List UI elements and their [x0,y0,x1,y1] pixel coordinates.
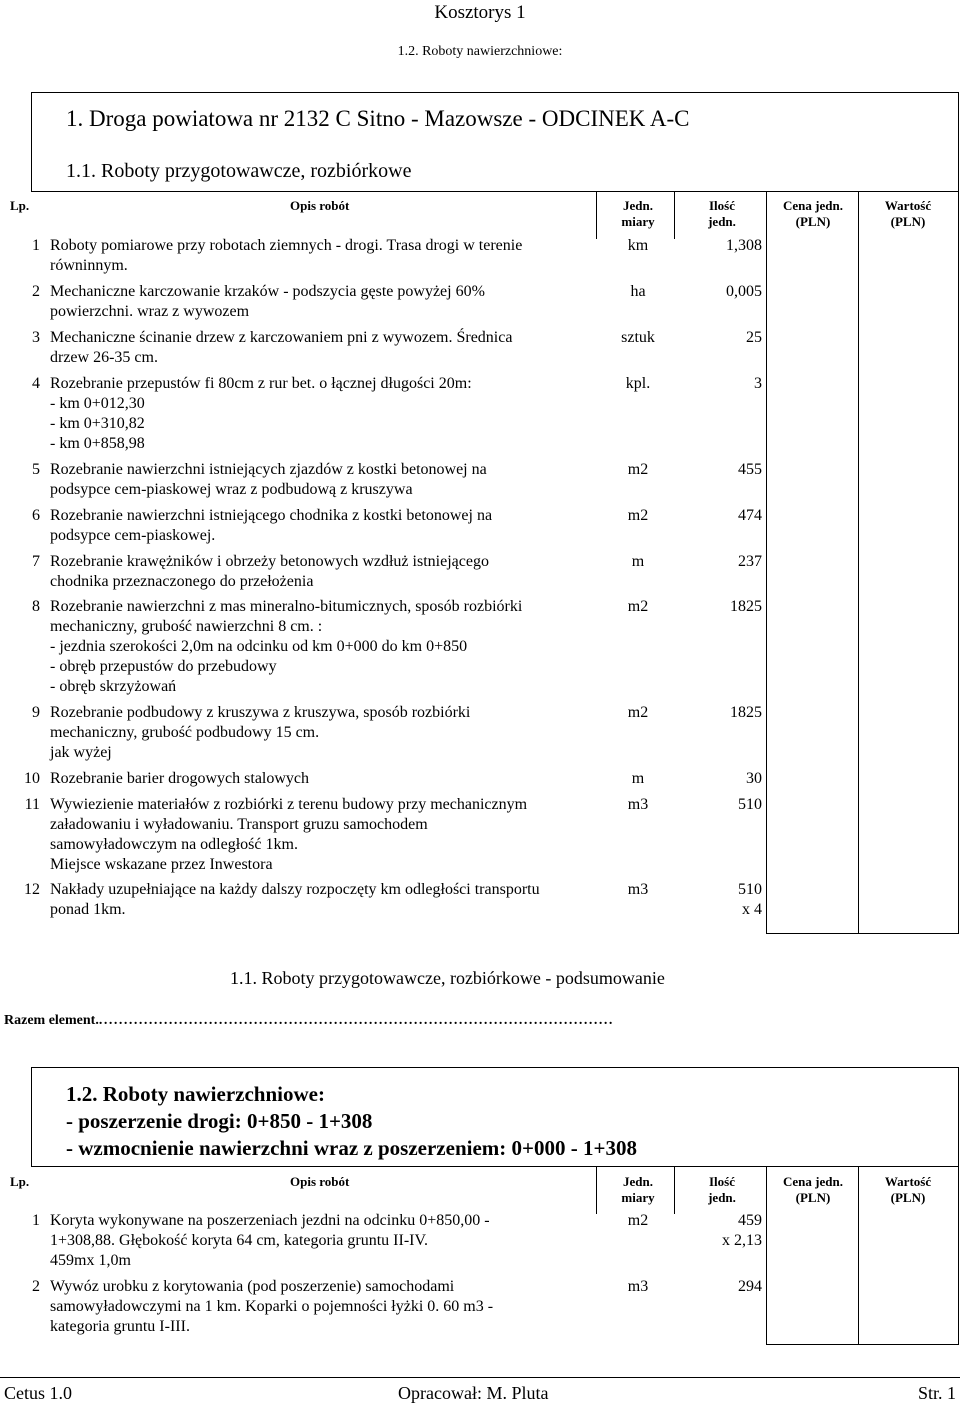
summary-title: 1.1. Roboty przygotowawcze, rozbiórkowe - podsumowanie [230,968,665,988]
footer-right: Str. 1 [917,1383,956,1403]
row-quantity: 455 [738,461,762,478]
row-unit: m2 [627,461,649,478]
footer-center: Opracował: M. Pluta [398,1383,549,1403]
row-description: Rozebranie nawierzchni istniejących zjazdów z kostki betonowej na podsypce cem-piaskowej wraz z podbudową z kruszywa [50,461,487,498]
section1-subtitle: 1.1. Roboty przygotowawcze, rozbiórkowe [66,160,412,182]
row-quantity: 474 [738,507,762,524]
row-description: Rozebranie nawierzchni istniejącego chodnika z kostki betonowej na podsypce cem-piaskowej. [50,507,493,544]
document-title: Kosztorys 1 [434,2,526,23]
row-quantity: 1825 [730,598,762,615]
row-quantity: 25 [746,329,762,346]
row-unit: km [627,237,649,254]
row-number: 8 [32,598,40,615]
header-ilosc: Ilość jedn. [708,1174,736,1205]
row-description: Koryta wykonywane na poszerzeniach jezdni na odcinku 0+850,00 - 1+308,88. Głębokość koryta 64 cm, kategoria gruntu II-IV. 459mx 1,0m [50,1212,490,1269]
row-description: Nakłady uzupełniające na każdy dalszy rozpoczęty km odległości transportu ponad 1km. [50,881,540,918]
row-number: 1 [32,237,40,254]
header-opis: Opis robót [290,198,350,213]
row-unit: sztuk [621,329,655,346]
row-quantity: 237 [738,553,762,570]
row-unit: m2 [627,507,649,524]
row-description: Roboty pomiarowe przy robotach ziemnych - drogi. Trasa drogi w terenie równinnym. [50,237,523,274]
row-description: Wywóz urobku z korytowania (pod poszerzenie) samochodami samowyładowczymi na 1 km. Koparki o pojemności łyżki 0. 60 m3 - kategoria gruntu I-III. [50,1278,494,1335]
row-number: 6 [32,507,40,524]
section1-title: 1. Droga powiatowa nr 2132 C Sitno - Mazowsze - ODCINEK A-C [66,106,690,131]
row-quantity: 510 x 4 [738,881,762,918]
row-description: Wywiezienie materiałów z rozbiórki z terenu budowy przy mechanicznym załadowaniu i wyładowaniu. Transport gruzu samochodem samowyładowczym na odległość 1km. Miejsce wskazane przez Inwestora [50,796,528,873]
header-opis: Opis robót [290,1174,350,1189]
header-cena: Cena jedn. (PLN) [783,1174,843,1205]
row-quantity: 294 [738,1278,762,1295]
header-wartosc: Wartość (PLN) [884,198,932,229]
header-cena: Cena jedn. (PLN) [783,198,843,229]
row-number: 5 [32,461,40,478]
row-number: 9 [32,704,40,721]
document-subtitle: 1.2. Roboty nawierzchniowe: [397,44,563,59]
header-lp: Lp. [10,198,30,213]
row-quantity: 1,308 [726,237,762,254]
header-ilosc: Ilość jedn. [708,198,736,229]
row-quantity: 0,005 [726,283,762,300]
row-quantity: 510 [738,796,762,813]
row-number: 7 [32,553,40,570]
row-quantity: 30 [746,770,762,787]
row-number: 11 [24,796,40,813]
row-description: Rozebranie nawierzchni z mas mineralno-bitumicznych, sposób rozbiórki mechaniczny, grubość nawierzchni 8 cm. : - jezdnia szerokości 2,0m na odcinku od km 0+000 do km 0+850 - obręb przepustów do przebudowy - obręb skrzyżowań [50,598,523,695]
header-lp: Lp. [10,1174,30,1189]
row-number: 3 [32,329,40,346]
row-number: 12 [24,881,40,898]
row-number: 1 [32,1212,40,1229]
razem-element: Razem element........................................................................................................ [4,1013,614,1028]
row-description: Mechaniczne ścinanie drzew z karczowaniem pni z wywozem. Średnica drzew 26-35 cm. [50,329,513,366]
header-jedn: Jedn. miary [621,1174,655,1205]
row-number: 2 [32,283,40,300]
row-unit: m [631,553,645,570]
row-unit: m2 [627,598,649,615]
row-unit: kpl. [625,375,651,392]
row-description: Mechaniczne karczowanie krzaków - podszycia gęste powyżej 60% powierzchni. wraz z wywozem [50,283,485,320]
header-jedn: Jedn. miary [621,198,655,229]
row-description: Rozebranie podbudowy z kruszywa z kruszywa, sposób rozbiórki mechaniczny, grubość podbudowy 15 cm. jak wyżej [50,704,471,761]
section2-heading: 1.2. Roboty nawierzchniowe: - poszerzenie drogi: 0+850 - 1+308 - wzmocnienie nawierzchni wraz z poszerzeniem: 0+000 - 1+308 [66,1082,637,1160]
row-description: Rozebranie barier drogowych stalowych [50,770,310,787]
row-unit: m3 [627,1278,649,1295]
row-unit: m3 [627,881,649,898]
footer-left: Cetus 1.0 [4,1383,73,1403]
row-quantity: 3 [754,375,762,392]
row-quantity: 1825 [730,704,762,721]
row-quantity: 459 x 2,13 [722,1212,762,1249]
row-description: Rozebranie przepustów fi 80cm z rur bet. o łącznej długości 20m: - km 0+012,30 - km 0+310,82 - km 0+858,98 [50,375,472,452]
row-description: Rozebranie krawężników i obrzeży betonowych wzdłuż istniejącego chodnika przeznaczonego do przełożenia [50,553,489,590]
row-unit: ha [630,283,646,300]
row-number: 10 [24,770,40,787]
row-unit: m2 [627,704,649,721]
row-number: 4 [32,375,40,392]
row-unit: m2 [627,1212,649,1229]
row-unit: m [631,770,645,787]
header-wartosc: Wartość (PLN) [884,1174,932,1205]
row-unit: m3 [627,796,649,813]
row-number: 2 [32,1278,40,1295]
